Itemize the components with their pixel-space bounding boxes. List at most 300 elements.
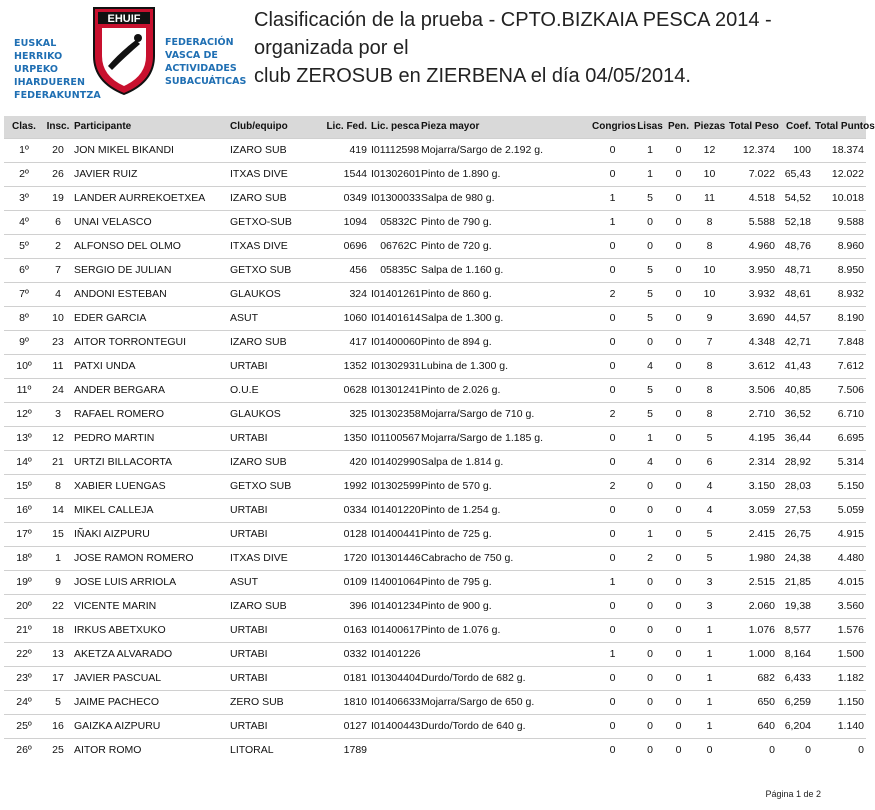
cell-fed-license: 0163: [324, 618, 369, 642]
cell-penalties: 0: [665, 402, 692, 426]
cell-lisas: 0: [635, 210, 665, 234]
table-row: [4, 234, 866, 258]
cell-largest-piece: Durdo/Tordo de 682 g.: [419, 666, 590, 690]
cell-penalties: 0: [665, 162, 692, 186]
table-body: [4, 138, 866, 762]
cell-fishing-license: I01302931: [369, 354, 419, 378]
cell-total-weight: 4.348: [727, 330, 777, 354]
cell-largest-piece: Pinto de 795 g.: [419, 570, 590, 594]
cell-congrios: 0: [590, 498, 635, 522]
table-row: [4, 306, 866, 330]
cell-fishing-license: [369, 738, 419, 762]
table-row: [4, 402, 866, 426]
cell-total-points: 5.150: [813, 474, 866, 498]
cell-total-points: 8.932: [813, 282, 866, 306]
cell-fishing-license: I01402990: [369, 450, 419, 474]
cell-total-points: 8.190: [813, 306, 866, 330]
table-row: [4, 474, 866, 498]
cell-congrios: 2: [590, 402, 635, 426]
cell-participant: AITOR ROMO: [72, 738, 228, 762]
cell-congrios: 0: [590, 138, 635, 162]
cell-congrios: 1: [590, 210, 635, 234]
cell-total-weight: 3.506: [727, 378, 777, 402]
cell-coefficient: 8,164: [777, 642, 813, 666]
cell-penalties: 0: [665, 594, 692, 618]
cell-pieces: 8: [692, 402, 727, 426]
cell-largest-piece: Mojarra/Sargo de 650 g.: [419, 690, 590, 714]
cell-congrios: 0: [590, 714, 635, 738]
cell-entry-number: 11: [44, 354, 72, 378]
cell-penalties: 0: [665, 522, 692, 546]
cell-rank: 5º: [4, 234, 44, 258]
cell-total-weight: 2.060: [727, 594, 777, 618]
cell-rank: 14º: [4, 450, 44, 474]
cell-lisas: 1: [635, 426, 665, 450]
cell-fed-license: 0109: [324, 570, 369, 594]
cell-penalties: 0: [665, 546, 692, 570]
cell-entry-number: 4: [44, 282, 72, 306]
cell-fishing-license: I01401234: [369, 594, 419, 618]
cell-total-weight: 12.374: [727, 138, 777, 162]
cell-coefficient: 8,577: [777, 618, 813, 642]
cell-fed-license: 419: [324, 138, 369, 162]
cell-total-points: 7.848: [813, 330, 866, 354]
table-row: [4, 450, 866, 474]
cell-entry-number: 2: [44, 234, 72, 258]
cell-coefficient: 0: [777, 738, 813, 762]
cell-pieces: 10: [692, 258, 727, 282]
cell-fed-license: 325: [324, 402, 369, 426]
cell-fishing-license: I01401614: [369, 306, 419, 330]
cell-largest-piece: Salpa de 1.814 g.: [419, 450, 590, 474]
cell-total-points: 5.059: [813, 498, 866, 522]
cell-rank: 9º: [4, 330, 44, 354]
cell-total-points: 10.018: [813, 186, 866, 210]
cell-total-weight: 0: [727, 738, 777, 762]
cell-lisas: 2: [635, 546, 665, 570]
cell-participant: PATXI UNDA: [72, 354, 228, 378]
cell-rank: 12º: [4, 402, 44, 426]
cell-rank: 1º: [4, 138, 44, 162]
cell-largest-piece: Pinto de 2.026 g.: [419, 378, 590, 402]
cell-coefficient: 28,03: [777, 474, 813, 498]
cell-total-weight: 3.950: [727, 258, 777, 282]
cell-fishing-license: I01300033: [369, 186, 419, 210]
cell-fishing-license: I01112598: [369, 138, 419, 162]
cell-coefficient: 24,38: [777, 546, 813, 570]
cell-fed-license: 0332: [324, 642, 369, 666]
cell-largest-piece: Salpa de 1.160 g.: [419, 258, 590, 282]
cell-total-points: 4.915: [813, 522, 866, 546]
cell-club: LITORAL: [228, 738, 324, 762]
cell-participant: MIKEL CALLEJA: [72, 498, 228, 522]
cell-penalties: 0: [665, 138, 692, 162]
federation-logo: [90, 4, 158, 96]
cell-penalties: 0: [665, 186, 692, 210]
cell-pieces: 9: [692, 306, 727, 330]
cell-participant: XABIER LUENGAS: [72, 474, 228, 498]
cell-participant: ALFONSO DEL OLMO: [72, 234, 228, 258]
cell-fed-license: 1720: [324, 546, 369, 570]
column-header-congrios: Congrios: [590, 116, 635, 138]
table-row: [4, 570, 866, 594]
cell-fed-license: 1352: [324, 354, 369, 378]
cell-entry-number: 19: [44, 186, 72, 210]
cell-participant: UNAI VELASCO: [72, 210, 228, 234]
cell-total-points: 3.560: [813, 594, 866, 618]
cell-penalties: 0: [665, 426, 692, 450]
cell-participant: PEDRO MARTIN: [72, 426, 228, 450]
cell-total-weight: 640: [727, 714, 777, 738]
cell-lisas: 0: [635, 666, 665, 690]
cell-total-points: 8.960: [813, 234, 866, 258]
cell-penalties: 0: [665, 354, 692, 378]
cell-total-points: 1.140: [813, 714, 866, 738]
cell-participant: AITOR TORRONTEGUI: [72, 330, 228, 354]
cell-congrios: 0: [590, 594, 635, 618]
cell-lisas: 1: [635, 162, 665, 186]
cell-total-points: 0: [813, 738, 866, 762]
cell-club: GLAUKOS: [228, 402, 324, 426]
cell-penalties: 0: [665, 378, 692, 402]
cell-total-points: 6.710: [813, 402, 866, 426]
cell-lisas: 0: [635, 642, 665, 666]
cell-penalties: 0: [665, 642, 692, 666]
cell-total-points: 1.500: [813, 642, 866, 666]
cell-rank: 21º: [4, 618, 44, 642]
cell-largest-piece: [419, 738, 590, 762]
cell-club: URTABI: [228, 642, 324, 666]
cell-lisas: 1: [635, 138, 665, 162]
cell-pieces: 0: [692, 738, 727, 762]
cell-congrios: 1: [590, 642, 635, 666]
cell-total-points: 1.150: [813, 690, 866, 714]
cell-coefficient: 65,43: [777, 162, 813, 186]
cell-participant: JAVIER RUIZ: [72, 162, 228, 186]
cell-coefficient: 28,92: [777, 450, 813, 474]
cell-total-weight: 2.314: [727, 450, 777, 474]
results-table: [4, 116, 875, 762]
cell-rank: 25º: [4, 714, 44, 738]
cell-club: URTABI: [228, 666, 324, 690]
cell-club: GETXO SUB: [228, 258, 324, 282]
cell-fed-license: 0349: [324, 186, 369, 210]
cell-rank: 3º: [4, 186, 44, 210]
cell-entry-number: 15: [44, 522, 72, 546]
cell-pieces: 1: [692, 618, 727, 642]
column-header-coefficient: Coef.: [777, 116, 813, 138]
cell-club: URTABI: [228, 426, 324, 450]
table-row: [4, 282, 866, 306]
cell-total-points: 9.588: [813, 210, 866, 234]
cell-congrios: 1: [590, 186, 635, 210]
cell-congrios: 0: [590, 258, 635, 282]
cell-fishing-license: I01401261: [369, 282, 419, 306]
table-row: [4, 618, 866, 642]
table-row: [4, 210, 866, 234]
cell-penalties: 0: [665, 306, 692, 330]
cell-pieces: 12: [692, 138, 727, 162]
cell-rank: 7º: [4, 282, 44, 306]
cell-rank: 2º: [4, 162, 44, 186]
cell-coefficient: 6,259: [777, 690, 813, 714]
table-row: [4, 378, 866, 402]
cell-entry-number: 5: [44, 690, 72, 714]
cell-participant: JAVIER PASCUAL: [72, 666, 228, 690]
cell-fishing-license: 06762C: [369, 234, 419, 258]
cell-fishing-license: I01304404: [369, 666, 419, 690]
column-header-largest-piece: Pieza mayor: [419, 116, 590, 138]
cell-congrios: 0: [590, 234, 635, 258]
cell-penalties: 0: [665, 450, 692, 474]
cell-fishing-license: I01400617: [369, 618, 419, 642]
cell-participant: JAIME PACHECO: [72, 690, 228, 714]
cell-largest-piece: [419, 642, 590, 666]
cell-participant: EDER GARCIA: [72, 306, 228, 330]
cell-club: URTABI: [228, 498, 324, 522]
cell-entry-number: 12: [44, 426, 72, 450]
cell-fishing-license: I01302601: [369, 162, 419, 186]
cell-participant: RAFAEL ROMERO: [72, 402, 228, 426]
table-row: [4, 546, 866, 570]
page-title: Clasificación de la prueba - CPTO.BIZKAIA PESCA 2014 - organizada por el club ZEROSUB en ZIERBENA el día 04/05/2014.: [254, 9, 772, 87]
cell-lisas: 0: [635, 594, 665, 618]
cell-rank: 15º: [4, 474, 44, 498]
cell-participant: ANDONI ESTEBAN: [72, 282, 228, 306]
cell-largest-piece: Pinto de 1.890 g.: [419, 162, 590, 186]
cell-entry-number: 18: [44, 618, 72, 642]
cell-fed-license: 420: [324, 450, 369, 474]
cell-fed-license: 1789: [324, 738, 369, 762]
cell-lisas: 0: [635, 738, 665, 762]
cell-total-weight: 4.518: [727, 186, 777, 210]
cell-coefficient: 42,71: [777, 330, 813, 354]
cell-fishing-license: I01400443: [369, 714, 419, 738]
cell-lisas: 4: [635, 450, 665, 474]
cell-pieces: 3: [692, 594, 727, 618]
cell-coefficient: 6,204: [777, 714, 813, 738]
cell-pieces: 10: [692, 162, 727, 186]
cell-pieces: 1: [692, 714, 727, 738]
table-row: [4, 330, 866, 354]
cell-entry-number: 7: [44, 258, 72, 282]
cell-largest-piece: Pinto de 720 g.: [419, 234, 590, 258]
cell-largest-piece: Pinto de 570 g.: [419, 474, 590, 498]
cell-penalties: 0: [665, 234, 692, 258]
cell-fed-license: 1544: [324, 162, 369, 186]
cell-lisas: 0: [635, 234, 665, 258]
cell-total-points: 5.314: [813, 450, 866, 474]
cell-penalties: 0: [665, 258, 692, 282]
cell-club: IZARO SUB: [228, 186, 324, 210]
cell-congrios: 0: [590, 306, 635, 330]
cell-entry-number: 13: [44, 642, 72, 666]
cell-largest-piece: Salpa de 980 g.: [419, 186, 590, 210]
cell-rank: 20º: [4, 594, 44, 618]
cell-club: URTABI: [228, 354, 324, 378]
cell-participant: VICENTE MARIN: [72, 594, 228, 618]
cell-pieces: 8: [692, 234, 727, 258]
cell-fed-license: 0128: [324, 522, 369, 546]
cell-rank: 26º: [4, 738, 44, 762]
cell-total-weight: 5.588: [727, 210, 777, 234]
table-row: [4, 426, 866, 450]
org-name-spanish: FEDERACIÓN VASCA DE ACTIVIDADES SUBACUÁTICAS: [165, 37, 247, 87]
cell-rank: 24º: [4, 690, 44, 714]
cell-fed-license: 1094: [324, 210, 369, 234]
column-header-club: Club/equipo: [228, 116, 324, 138]
cell-lisas: 5: [635, 282, 665, 306]
cell-congrios: 2: [590, 282, 635, 306]
cell-largest-piece: Pinto de 1.254 g.: [419, 498, 590, 522]
column-header-fishing-license: Lic. pesca: [369, 116, 419, 138]
cell-penalties: 0: [665, 210, 692, 234]
cell-coefficient: 48,76: [777, 234, 813, 258]
cell-entry-number: 14: [44, 498, 72, 522]
cell-pieces: 3: [692, 570, 727, 594]
column-header-penalties: Pen.: [665, 116, 692, 138]
cell-total-points: 1.576: [813, 618, 866, 642]
cell-largest-piece: Mojarra/Sargo de 2.192 g.: [419, 138, 590, 162]
cell-club: GETXO-SUB: [228, 210, 324, 234]
cell-total-weight: 4.195: [727, 426, 777, 450]
cell-fed-license: 1992: [324, 474, 369, 498]
column-header-participant: Participante: [72, 116, 228, 138]
cell-club: ITXAS DIVE: [228, 162, 324, 186]
column-header-fed-license: Lic. Fed.: [324, 116, 369, 138]
cell-fishing-license: I01301241: [369, 378, 419, 402]
cell-rank: 11º: [4, 378, 44, 402]
cell-rank: 6º: [4, 258, 44, 282]
cell-lisas: 5: [635, 378, 665, 402]
table-row: [4, 666, 866, 690]
cell-fishing-license: I01401220: [369, 498, 419, 522]
table-row: [4, 642, 866, 666]
cell-coefficient: 6,433: [777, 666, 813, 690]
cell-total-weight: 3.059: [727, 498, 777, 522]
cell-fed-license: 456: [324, 258, 369, 282]
cell-fed-license: 0334: [324, 498, 369, 522]
cell-pieces: 1: [692, 666, 727, 690]
cell-pieces: 1: [692, 642, 727, 666]
cell-fed-license: 0127: [324, 714, 369, 738]
cell-fishing-license: I01301446: [369, 546, 419, 570]
cell-total-points: 4.015: [813, 570, 866, 594]
cell-total-weight: 1.076: [727, 618, 777, 642]
column-header-rank: Clas.: [4, 116, 44, 138]
cell-club: ASUT: [228, 306, 324, 330]
cell-participant: AKETZA ALVARADO: [72, 642, 228, 666]
cell-club: ITXAS DIVE: [228, 234, 324, 258]
cell-congrios: 0: [590, 546, 635, 570]
cell-coefficient: 54,52: [777, 186, 813, 210]
cell-participant: IRKUS ABETXUKO: [72, 618, 228, 642]
cell-fed-license: 1810: [324, 690, 369, 714]
cell-penalties: 0: [665, 282, 692, 306]
cell-total-weight: 2.710: [727, 402, 777, 426]
cell-club: GETXO SUB: [228, 474, 324, 498]
cell-rank: 19º: [4, 570, 44, 594]
table-row: [4, 498, 866, 522]
cell-lisas: 0: [635, 570, 665, 594]
cell-fed-license: 0628: [324, 378, 369, 402]
cell-pieces: 4: [692, 498, 727, 522]
column-header-total-points: Total Puntos: [813, 116, 866, 138]
cell-fishing-license: I01400441: [369, 522, 419, 546]
cell-club: URTABI: [228, 714, 324, 738]
cell-fishing-license: I01406633: [369, 690, 419, 714]
cell-rank: 13º: [4, 426, 44, 450]
cell-rank: 16º: [4, 498, 44, 522]
column-header-entry-number: Insc.: [44, 116, 72, 138]
cell-lisas: 5: [635, 186, 665, 210]
cell-congrios: 0: [590, 738, 635, 762]
table-row: [4, 186, 866, 210]
cell-club: IZARO SUB: [228, 138, 324, 162]
cell-pieces: 8: [692, 354, 727, 378]
cell-rank: 4º: [4, 210, 44, 234]
cell-coefficient: 36,52: [777, 402, 813, 426]
cell-largest-piece: Durdo/Tordo de 640 g.: [419, 714, 590, 738]
cell-congrios: 0: [590, 354, 635, 378]
cell-total-weight: 2.515: [727, 570, 777, 594]
cell-penalties: 0: [665, 690, 692, 714]
cell-total-weight: 682: [727, 666, 777, 690]
cell-club: ITXAS DIVE: [228, 546, 324, 570]
cell-entry-number: 6: [44, 210, 72, 234]
table-row: [4, 714, 866, 738]
cell-fed-license: 1350: [324, 426, 369, 450]
cell-participant: ANDER BERGARA: [72, 378, 228, 402]
cell-entry-number: 23: [44, 330, 72, 354]
cell-rank: 17º: [4, 522, 44, 546]
cell-lisas: 5: [635, 258, 665, 282]
document-header: [0, 0, 869, 110]
cell-congrios: 2: [590, 474, 635, 498]
cell-lisas: 0: [635, 474, 665, 498]
cell-largest-piece: Pinto de 725 g.: [419, 522, 590, 546]
cell-pieces: 10: [692, 282, 727, 306]
cell-coefficient: 44,57: [777, 306, 813, 330]
cell-lisas: 0: [635, 714, 665, 738]
cell-participant: JOSE RAMON ROMERO: [72, 546, 228, 570]
cell-total-weight: 7.022: [727, 162, 777, 186]
cell-fed-license: 324: [324, 282, 369, 306]
cell-lisas: 0: [635, 498, 665, 522]
cell-total-weight: 3.932: [727, 282, 777, 306]
cell-lisas: 0: [635, 330, 665, 354]
cell-coefficient: 26,75: [777, 522, 813, 546]
cell-entry-number: 20: [44, 138, 72, 162]
cell-total-points: 12.022: [813, 162, 866, 186]
cell-entry-number: 25: [44, 738, 72, 762]
cell-pieces: 6: [692, 450, 727, 474]
table-row: [4, 522, 866, 546]
table-header-row: [4, 116, 866, 138]
cell-club: ASUT: [228, 570, 324, 594]
column-header-pieces: Piezas: [692, 116, 727, 138]
cell-club: ZERO SUB: [228, 690, 324, 714]
column-header-total-weight: Total Peso: [727, 116, 777, 138]
cell-fishing-license: 05832C: [369, 210, 419, 234]
cell-participant: IÑAKI AIZPURU: [72, 522, 228, 546]
cell-pieces: 4: [692, 474, 727, 498]
cell-entry-number: 10: [44, 306, 72, 330]
cell-largest-piece: Pinto de 860 g.: [419, 282, 590, 306]
cell-entry-number: 24: [44, 378, 72, 402]
table-row: [4, 738, 866, 762]
cell-total-points: 18.374: [813, 138, 866, 162]
